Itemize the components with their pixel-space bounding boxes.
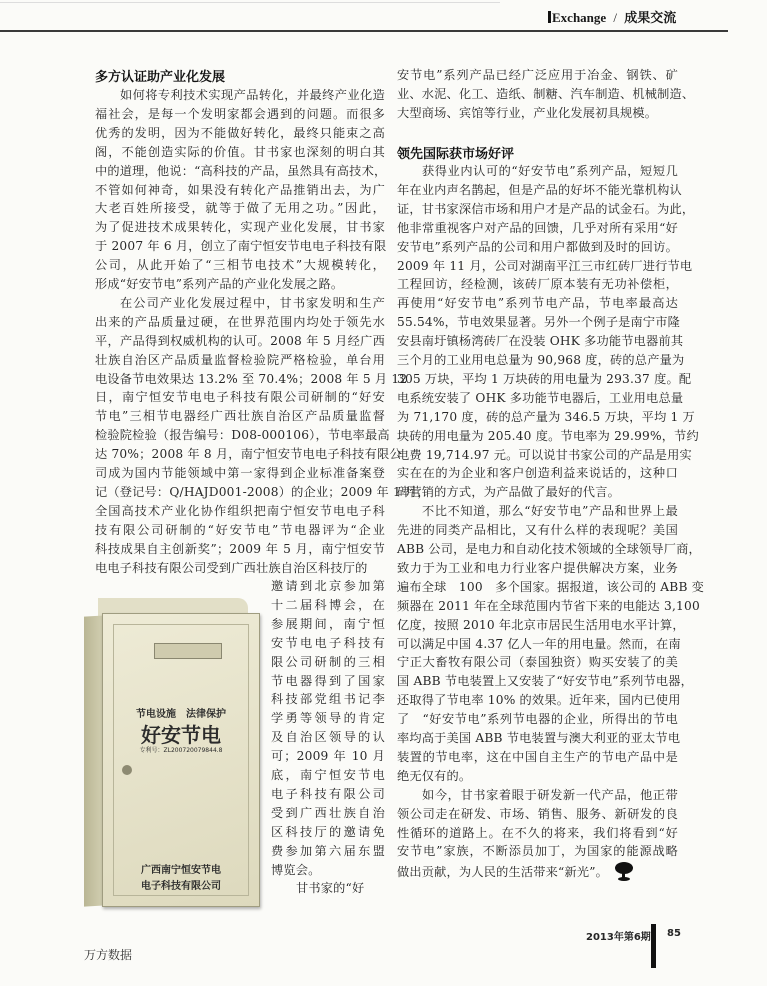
text-line — [397, 767, 678, 786]
text-line-content: 为 71,170 度，砖的总产量为 346.5 万块，平均 1 万 — [397, 409, 695, 424]
text-line — [397, 313, 681, 332]
text-line — [95, 105, 385, 124]
text-line — [422, 786, 678, 805]
text-line — [271, 653, 385, 672]
text-line — [271, 634, 385, 653]
text-line — [95, 370, 408, 389]
issue-label: 2013年第6期 — [586, 932, 651, 943]
text-line — [271, 804, 385, 823]
text-line-content: 先进的同类产品相比，又有什么样的表现呢？美国 — [397, 523, 678, 538]
text-line — [397, 861, 678, 880]
text-line — [397, 275, 678, 294]
section-en: Exchange — [552, 10, 607, 25]
text-line — [95, 445, 402, 464]
text-line-content: 在公司产业化发展过程中，甘书家发明和生产 — [120, 295, 385, 310]
text-line-content: 安节电”家族，不断添员加丁，为国家的能源战略 — [397, 844, 678, 859]
text-line — [397, 483, 678, 502]
cabinet-front — [102, 613, 260, 907]
text-line — [95, 426, 390, 445]
text-line-content: 绝无仅有的。 — [397, 768, 472, 783]
text-line-content: 性循环的道路上。在不久的将来，我们将看到“好 — [397, 825, 678, 840]
text-line — [271, 823, 385, 842]
text-line-content: 中的道理，他说：“高科技的产品，虽然具有高技术， — [95, 163, 387, 178]
text-line — [397, 257, 693, 276]
text-line-content: 不比不知道，那么“好安节电”产品和世界上最 — [422, 504, 678, 519]
photo-company-1: 广西南宁恒安节电 — [141, 865, 221, 876]
text-line-content: 底，南宁恒安节电 — [271, 768, 385, 782]
header-rule — [0, 30, 728, 32]
text-line-content: 频器在 2011 年在全球范围内节省下来的电能达 3,100 — [397, 598, 700, 613]
right-heading: 领先国际获市场好评 — [397, 147, 515, 162]
text-line-content: 大老百姓所接受，就等于做了无用之功。”因此， — [95, 201, 385, 216]
text-line-content: 大型商场、宾馆等行业，产业化发展初具规模。 — [397, 105, 658, 120]
text-line — [422, 162, 678, 181]
text-line-content: 305 万块，平均 1 万块砖的用电量为 293.37 度。配 — [397, 371, 692, 386]
text-line-content: 领公司走在研发、市场、销售、服务、新研发的良 — [397, 806, 678, 821]
text-line — [397, 729, 681, 748]
text-line-content: 优秀的发明，因为不能做好转化，最终只能束之高 — [95, 125, 385, 140]
text-line-content: 出来的产品质量过硬，在世界范围内均处于领先水 — [95, 314, 385, 329]
text-line-content: 邀请到北京参加第 — [271, 579, 385, 593]
text-line — [397, 710, 678, 729]
section-cn: 成果交流 — [624, 11, 677, 26]
text-line-content: 如何将专利技术实现产品转化，并最终产业化造 — [120, 88, 385, 102]
text-line — [397, 635, 681, 654]
text-line-content: 实在在的为企业和客户创造利益来说话的，这种口 — [397, 466, 678, 481]
text-line — [271, 596, 385, 615]
text-line — [271, 785, 385, 804]
text-line-content: 了 “好安节电”系列节电器的企业，所得出的节电 — [397, 712, 678, 727]
text-line — [397, 85, 695, 104]
text-line-content: 获得业内认可的“好安节电”系列产品，短短几 — [422, 164, 678, 178]
text-line — [397, 370, 692, 389]
text-line-content: 国 ABB 节电装置上又安装了“好安节电”系列节电器， — [397, 674, 694, 689]
text-line — [271, 842, 385, 861]
text-line — [397, 464, 678, 483]
text-line-content: 55.54%，节电效果显著。另外一个例子是南宁市隆 — [397, 315, 681, 330]
text-line-content: 科技部党组书记李 — [271, 692, 385, 707]
text-line — [397, 200, 695, 219]
text-line — [397, 351, 685, 370]
text-line-content: 工程回访，经检测，该砖厂原本装有无功补偿柜， — [397, 277, 678, 292]
text-line-content: 还取得了节电率 10% 的效果。近年来，国内已使用 — [397, 693, 681, 708]
text-line — [397, 653, 678, 672]
text-line-content: 为了促进技术成果转化，实现产业化发展，甘书家 — [95, 220, 385, 235]
top-faint-rule — [0, 2, 500, 3]
text-line — [397, 842, 678, 861]
text-line-content: 司成为国内节能领域中第一家得到企业标准备案登 — [95, 466, 385, 480]
text-line-content: 如今，甘书家着眼于研发新一代产品，他正带 — [422, 787, 678, 802]
photo-company-2: 电子科技有限公司 — [141, 881, 221, 892]
text-line-content: 博览会。 — [271, 862, 321, 877]
text-line-content: 节电器得到了国家 — [271, 673, 385, 688]
text-line — [95, 275, 385, 294]
text-line — [95, 313, 385, 332]
text-line — [397, 181, 682, 200]
text-line — [271, 615, 385, 634]
text-line-content: 遍布全球 100 多个国家。据报道，该公司的 ABB 变 — [397, 579, 705, 594]
text-line-content: 平，产品得到权威机构的认可。2008 年 5 月经广西 — [95, 333, 385, 348]
section-header — [548, 7, 676, 26]
text-line — [95, 237, 385, 256]
text-line — [95, 218, 385, 237]
text-line-content: 阁，不能创造实际的价值。甘书家也深刻的明白其 — [95, 144, 385, 159]
text-line — [95, 162, 385, 181]
text-line — [271, 672, 385, 691]
text-line-content: 2009 年 11 月，公司对湖南平江三市红砖厂进行节电 — [397, 258, 693, 273]
text-line — [397, 824, 678, 843]
photo-slogan: 节电设施 法律保护 — [136, 709, 226, 720]
text-line-content: 不管如何神奇，如果没有转化产品推销出去，为广 — [95, 182, 385, 197]
text-line-content: 学勇等领导的肯定 — [271, 711, 385, 726]
text-line-content: 他非常重视客户对产品的回馈，几乎对所有采用“好 — [397, 220, 678, 235]
text-line — [296, 879, 385, 898]
text-line-content: 参展期间，南宁恒 — [271, 616, 385, 631]
text-line-content: 可；2009 年 10 月 — [271, 749, 385, 764]
text-line — [271, 766, 385, 785]
text-line — [271, 709, 385, 728]
text-line-content: 记（登记号：Q/HAJD001-2008）的企业；2009 年 1 月， — [95, 484, 430, 499]
text-line-content: 形成“好安节电”系列产品的产业化发展之路。 — [95, 277, 344, 291]
text-line-content: 电系统安装了 OHK 多功能节电器后，工业用电总量 — [397, 390, 684, 405]
text-line — [95, 199, 385, 218]
text-line-content: 全国高技术产业化协作组织把南宁恒安节电电子科 — [95, 503, 385, 518]
text-line — [397, 66, 678, 85]
text-line — [422, 502, 678, 521]
text-line — [397, 672, 694, 691]
text-line — [397, 389, 684, 408]
text-line-content: 电电子科技有限公司受到广西壮族自治区科技厅的 — [95, 560, 368, 575]
text-line — [397, 578, 705, 597]
text-line-content: 区科技厅的邀请免 — [271, 824, 385, 839]
watermark: 万方数据 — [84, 948, 133, 962]
text-line — [271, 690, 385, 709]
text-line — [95, 256, 385, 275]
text-line — [95, 559, 385, 578]
left-heading: 多方认证助产业化发展 — [95, 70, 226, 85]
footer-bar — [651, 924, 656, 968]
text-line-content: 公司，从此开始了“三相节电技术”大规模转化， — [95, 258, 385, 273]
text-line-content: 安节电”系列产品的公司和用户都做到及时的回访。 — [397, 239, 678, 254]
text-line-content: 限公司研制的三相 — [271, 654, 385, 669]
text-line-content: 电费 19,714.97 元。可以说甘书家公司的产品是用实 — [397, 447, 692, 462]
product-photo — [84, 598, 262, 914]
text-line-content: 亿度，按照 2010 年北京市居民生活用电水平计算， — [397, 617, 685, 632]
section-separator: / — [613, 10, 618, 25]
text-line-content: 年在业内声名鹊起，但是产品的好坏不能光靠机构认 — [397, 182, 682, 197]
text-line — [120, 86, 385, 105]
text-line-content: 三个月的工业用电总量为 90,968 度，砖的总产量为 — [397, 353, 685, 367]
lock-icon — [122, 765, 132, 775]
text-line-content: 安节电电子科技有 — [271, 635, 385, 650]
cabinet-vent — [154, 643, 222, 659]
text-line-content: 甘书家的“好 — [296, 881, 365, 896]
text-line-content: 科技成果自主创新奖”；2009 年 5 月，南宁恒安节 — [95, 541, 385, 556]
text-line — [397, 597, 700, 616]
text-line-content: 率均高于美国 ABB 节电装置与澳大利亚的亚太节电 — [397, 731, 681, 745]
text-line — [271, 861, 385, 880]
text-line — [95, 388, 385, 407]
text-line — [397, 540, 701, 559]
text-line-content: 费参加第六届东盟 — [271, 843, 385, 858]
page-number: 85 — [667, 928, 681, 939]
text-line-content: 福社会，是每一个发明家都会遇到的问题。而很多 — [95, 106, 385, 121]
text-line-content: 壮族自治区产品质量监督检验院严格检验，单台用 — [95, 352, 385, 367]
cabinet-door — [113, 624, 249, 896]
text-line — [95, 502, 385, 521]
text-line — [271, 728, 385, 747]
text-line — [271, 747, 385, 766]
text-line — [95, 521, 385, 540]
text-line-content: 致力于为工业和电力行业客户提供解决方案，业务 — [397, 560, 678, 575]
text-line-content: 节电”三相节电器经广西壮族自治区产品质量监督 — [95, 409, 385, 424]
text-line-content: 及自治区领导的认 — [271, 730, 385, 745]
text-line — [95, 464, 385, 483]
text-line-content: 宁正大畜牧有限公司（泰国独资）购买安装了的美 — [397, 655, 678, 670]
text-line-content: 可以满足中国 4.37 亿人一年的用电量。然而，在南 — [397, 636, 681, 651]
text-line-content: 碑营销的方式，为产品做了最好的代言。 — [397, 485, 620, 500]
photo-brand: 好安节电 — [141, 723, 221, 747]
text-line — [397, 332, 684, 351]
text-line — [397, 559, 678, 578]
text-line — [95, 124, 385, 143]
text-line — [95, 332, 385, 351]
text-line-content: 安县南圩镇杨湾砖厂在没装 OHK 多功能节电器前其 — [397, 334, 684, 349]
text-line — [397, 446, 692, 465]
text-line — [397, 294, 678, 313]
text-line — [397, 104, 678, 123]
text-line-content: 达 70%；2008 年 8 月，南宁恒安节电电子科技有限公 — [95, 447, 402, 462]
text-line — [397, 427, 699, 446]
photo-patent: 专利号：ZL200720079844.8 — [139, 747, 223, 754]
text-line-content: 证，甘书家深信市场和用户才是产品的试金石。为此， — [397, 201, 695, 216]
text-line — [397, 748, 678, 767]
text-line-content: 检验院检验（报告编号：D08-000106），节电率最高 — [95, 428, 390, 443]
text-line-content: 日，南宁恒安节电电子科技有限公司研制的“好安 — [95, 390, 385, 405]
text-line — [95, 181, 385, 200]
text-line-content: 做出贡献，为人民的生活带来“新光”。 — [397, 865, 609, 880]
text-line — [95, 540, 385, 559]
text-line — [397, 691, 681, 710]
text-line — [397, 805, 678, 824]
header-bar-mark — [548, 11, 551, 23]
text-line-content: ABB 公司，是电力和自动化技术领域的全球领导厂商， — [397, 542, 701, 556]
text-line-content: 装置的节电率，这在中国自主生产的节电产品中是 — [397, 749, 678, 764]
text-line — [95, 407, 385, 426]
text-line — [397, 616, 685, 635]
text-line — [397, 521, 678, 540]
text-line-content: 再使用“好安节电”系列节电产品，节电率最高达 — [397, 296, 678, 311]
text-line — [397, 219, 678, 238]
text-line — [120, 294, 385, 313]
text-line — [397, 238, 678, 257]
text-line — [271, 577, 385, 596]
text-line — [397, 408, 695, 427]
text-line-content: 受到广西壮族自治 — [271, 805, 385, 820]
text-line-content: 块砖的用电量为 205.40 度。节电率为 29.99%，节约 — [397, 428, 699, 443]
text-line — [95, 483, 430, 502]
text-line-content: 安节电”系列产品已经广泛应用于冶金、钢铁、矿 — [397, 68, 678, 82]
tree-icon — [614, 861, 634, 887]
text-line-content: 技有限公司研制的“好安节电”节电器评为“企业 — [95, 522, 385, 537]
text-line — [95, 143, 385, 162]
text-line-content: 电子科技有限公司 — [271, 786, 385, 801]
text-line-content: 电设备节电效果达 13.2% 至 70.4%；2008 年 5 月 12 — [95, 371, 408, 386]
text-line-content: 业、水泥、化工、造纸、制糖、汽车制造、机械制造、 — [397, 86, 695, 101]
text-line-content: 十二届科博会，在 — [271, 597, 385, 612]
text-line-content: 于 2007 年 6 月，创立了南宁恒安节电电子科技有限 — [95, 239, 387, 254]
text-line — [95, 351, 385, 370]
